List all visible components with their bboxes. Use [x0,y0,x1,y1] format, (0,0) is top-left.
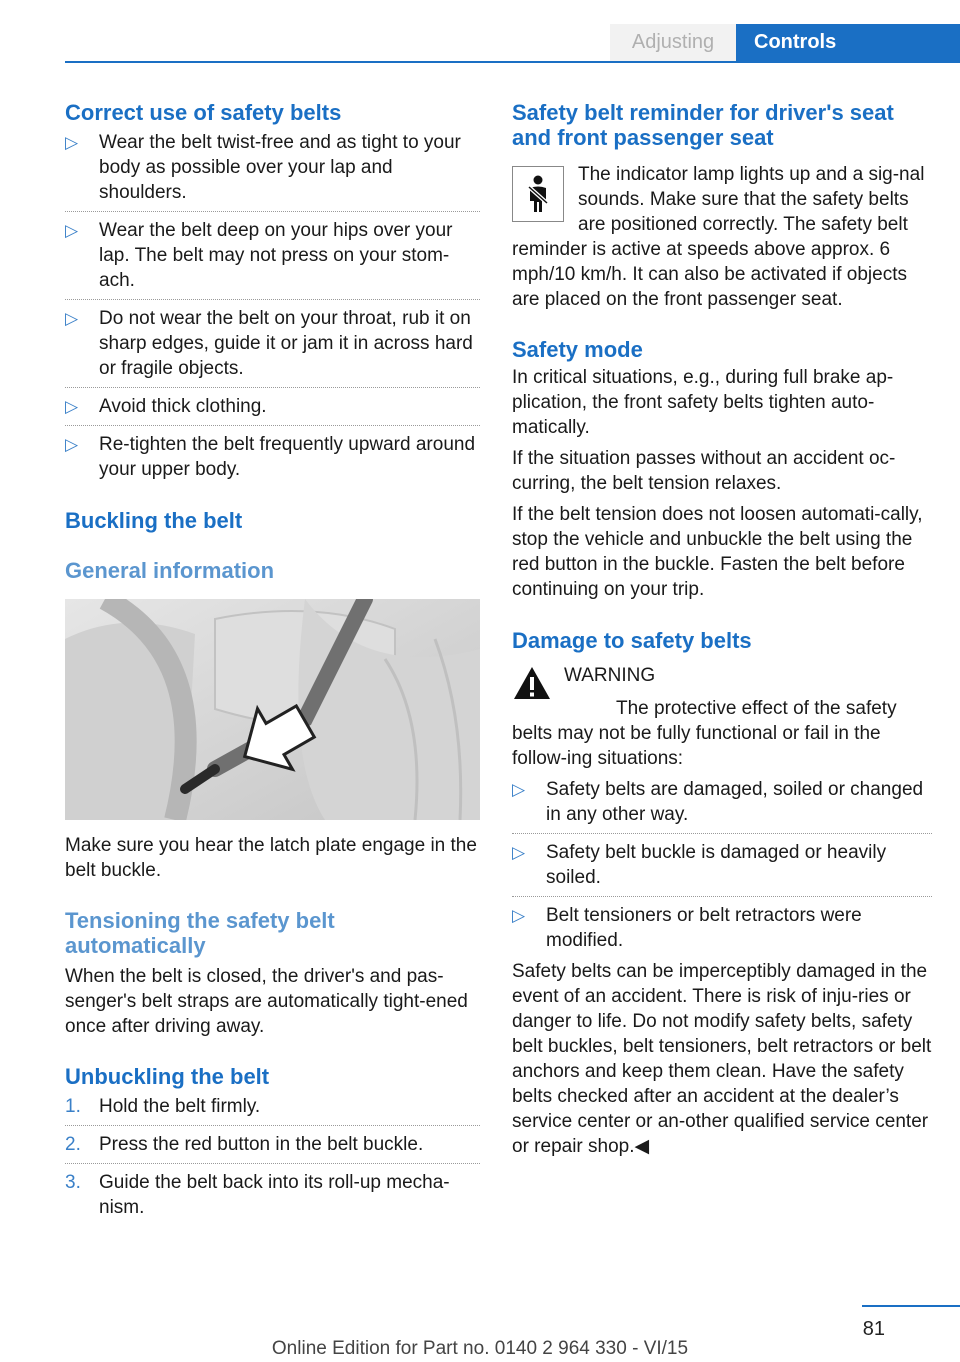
list-divider [512,833,932,834]
seat-belt-illustration [65,599,480,820]
tensioning-paragraph: When the belt is closed, the driver's and pas-senger's belt straps are automatically tight-ened once after driving away. [65,966,468,1037]
list-marker-icon: ▷ [65,133,79,152]
list-marker-icon: ▷ [65,309,79,328]
warning-label: WARNING [564,665,656,686]
list-marker-icon: ▷ [65,397,79,416]
damage-list [512,777,932,953]
list-marker-icon: ▷ [65,221,79,240]
safety-mode-heading: Safety mode [512,337,643,362]
list-divider [65,387,480,388]
safety-mode-paragraph-2: If the situation passes without an accident oc-curring, the belt tension relaxes. [512,448,896,494]
list-divider [65,299,480,300]
damage-paragraph: Safety belts can be imperceptibly damaged in the event of an accident. There is risk of inju-ries or danger to life. Do not modify safety belts, safety belt buckles, belt tensioners, belt retractors or belt anchors and keep them clean. Have the safety belts checked after an accident at the dealer’s service center or an-other qualified service center or repair shop.◀ [512,961,932,1157]
left-column [65,100,480,1220]
list-divider [65,425,480,426]
list-item: ▷ Do not wear the belt on your throat, rub it on sharp edges, guide it or jam it in across hard or fragile objects. [65,308,473,379]
header-tabs [610,24,960,61]
warning-triangle-icon [512,665,552,701]
correct-use-heading: Correct use of safety belts [65,100,342,125]
edition-text: Online Edition for Part no. 0140 2 964 330 - VI/15 [271,1338,689,1359]
unbuckling-steps [65,1094,480,1220]
unbuckling-heading: Unbuckling the belt [65,1064,270,1089]
reminder-heading: Safety belt reminder for driver's seat and front passenger seat [512,100,894,150]
list-divider [65,1125,480,1126]
list-item: ▷ Wear the belt twist-free and as tight to your body as possible over your lap and shoulders. [65,132,461,203]
tab-controls: Controls [736,24,960,61]
seatbelt-indicator-icon [512,166,564,222]
seat-belt-photo [65,599,480,820]
list-marker-icon: ▷ [512,906,526,925]
step-number: 1. [65,1096,81,1117]
warning-paragraph: The protective effect of the safety belts may not be fully functional or fail in the follow-ing situations: [512,698,897,769]
list-item: ▷ Avoid thick clothing. [65,396,267,417]
reminder-block [512,162,932,312]
safety-mode-paragraph-1: In critical situations, e.g., during full brake ap-plication, the front safety belts tighten auto-matically. [512,367,894,438]
correct-use-list [65,130,480,482]
list-marker-icon: ▷ [512,780,526,799]
safety-mode-paragraph-3: If the belt tension does not loosen automati-cally, stop the vehicle and unbuckle the belt using the red button in the buckle. Fasten the belt before continuing on your trip. [512,504,923,600]
list-item: ▷ Re-tighten the belt frequently upward around your upper body. [65,434,476,480]
step-number: 3. [65,1172,81,1193]
general-info-heading: General information [65,558,275,583]
list-item: 2. Press the red button in the belt buckle. [65,1134,424,1155]
list-marker-icon: ▷ [65,435,79,454]
list-item: ▷ Wear the belt deep on your hips over your lap. The belt may not press on your stom-ach. [65,220,453,291]
list-item: ▷ Safety belt buckle is damaged or heavily soiled. [512,842,887,888]
list-divider [512,896,932,897]
list-item: ▷ Safety belts are damaged, soiled or changed in any other way. [512,779,924,825]
list-divider [65,211,480,212]
reminder-paragraph: The indicator lamp lights up and a sig-nal sounds. Make sure that the safety belts are positioned correctly. The safety belt reminder is active at speeds above approx. 6 mph/10 km/h. It can also be activated if objects are placed on the front passenger seat. [512,164,925,310]
page-number: 81 [862,1318,885,1340]
tab-adjusting: Adjusting [610,24,736,61]
footer-rule [862,1305,960,1307]
list-marker-icon: ▷ [512,843,526,862]
header-rule [65,61,960,63]
list-divider [65,1163,480,1164]
list-item: 3. Guide the belt back into its roll-up mecha-nism. [65,1172,450,1218]
right-column [512,100,932,1159]
step-number: 2. [65,1134,81,1155]
buckling-heading: Buckling the belt [65,508,243,533]
damage-heading: Damage to safety belts [512,628,752,653]
list-item: 1. Hold the belt firmly. [65,1096,261,1117]
list-item: ▷ Belt tensioners or belt retractors were modified. [512,905,862,951]
warning-block [512,663,932,771]
latch-paragraph: Make sure you hear the latch plate engage in the belt buckle. [65,835,477,881]
tensioning-heading: Tensioning the safety belt automatically [65,908,335,958]
